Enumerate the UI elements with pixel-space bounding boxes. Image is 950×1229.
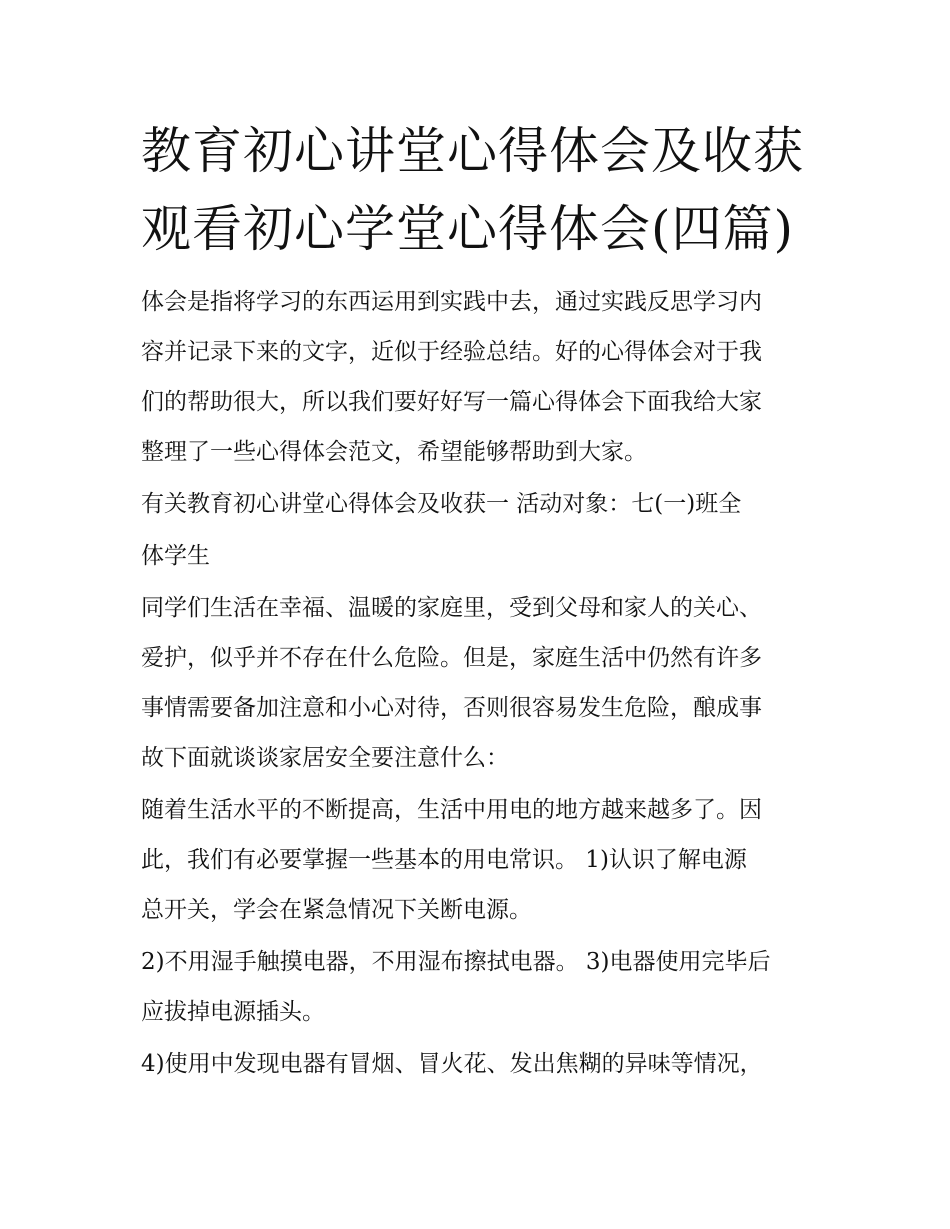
- paragraph-line: 整理了一些心得体会范文，希望能够帮助到大家。: [141, 439, 647, 465]
- document-body: [141, 283, 821, 1083]
- paragraph-line: 应拔掉电源插头。: [141, 999, 325, 1025]
- paragraph-line: 2)不用湿手触摸电器，不用湿布擦拭电器。 3)电器使用完毕后: [141, 949, 771, 975]
- paragraph-line: 体会是指将学习的东西运用到实践中去，通过实践反思学习内: [141, 289, 762, 315]
- paragraph-line: 故下面就谈谈家居安全要注意什么：: [141, 745, 509, 771]
- paragraph-line: 总开关，学会在紧急情况下关断电源。: [141, 897, 532, 923]
- paragraph-line: 体学生: [141, 543, 210, 569]
- paragraph-line: 此，我们有必要掌握一些基本的用电常识。 1)认识了解电源: [141, 847, 747, 873]
- paragraph-line: 爱护，似乎并不存在什么危险。但是，家庭生活中仍然有许多: [141, 645, 762, 671]
- paragraph-line: 容并记录下来的文字，近似于经验总结。好的心得体会对于我: [141, 339, 762, 365]
- paragraph-line: 随着生活水平的不断提高，生活中用电的地方越来越多了。因: [141, 797, 762, 823]
- document-title: [141, 112, 841, 268]
- paragraph-line: 事情需要备加注意和小心对待，否则很容易发生危险，酿成事: [141, 695, 762, 721]
- title-line: 教育初心讲堂心得体会及收获: [141, 122, 804, 180]
- paragraph-line: 4)使用中发现电器有冒烟、冒火花、发出焦糊的异味等情况，: [141, 1051, 763, 1077]
- paragraph-line: 有关教育初心讲堂心得体会及收获一 活动对象：七(一)班全: [141, 491, 742, 517]
- paragraph-line: 同学们生活在幸福、温暖的家庭里，受到父母和家人的关心、: [141, 595, 762, 621]
- paragraph-line: 们的帮助很大，所以我们要好好写一篇心得体会下面我给大家: [141, 389, 762, 415]
- title-line: 观看初心学堂心得体会(四篇): [141, 200, 795, 258]
